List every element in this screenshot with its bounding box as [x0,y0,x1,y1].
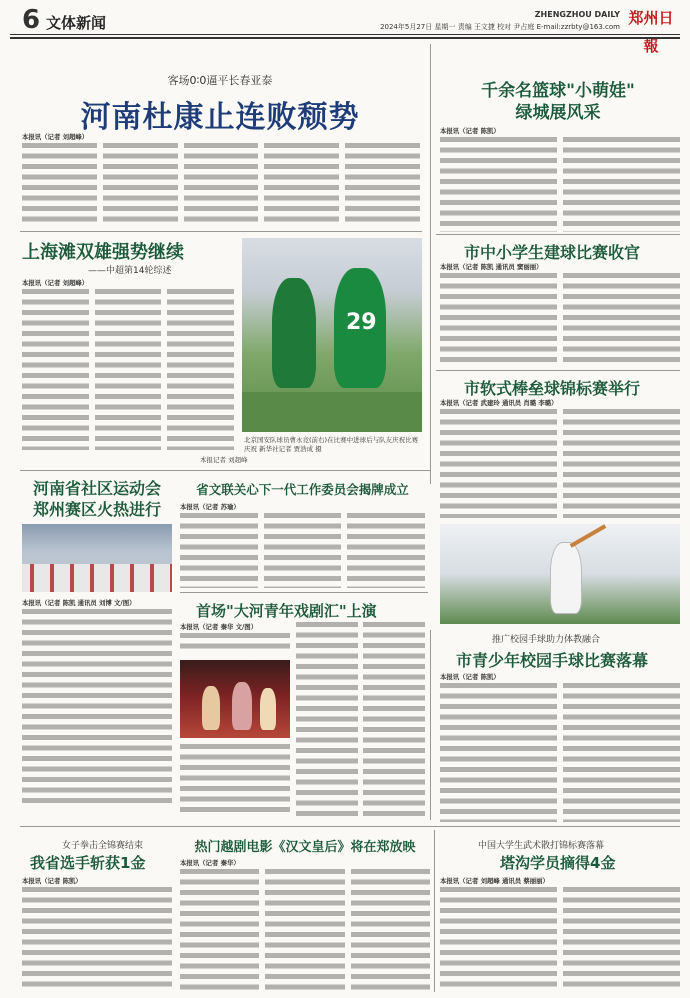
schoolball-byline: 本报讯（记者 陈凯 通讯员 窦丽丽） [440,263,543,271]
handball-headline: 市青少年校园手球比赛落幕 [456,651,649,670]
basketball-title-line1: 千余名篮球"小萌娃" [481,81,635,101]
wushu-kicker: 中国大学生武术散打锦标赛落幕 [478,841,605,851]
boxing-kicker: 女子拳击全锦赛结束 [62,841,144,851]
boxing-headline: 我省选手斩获1金 [30,854,146,872]
movie-columns [180,869,430,992]
handball-columns [440,683,680,822]
newspaper-logo: 郑州日報 [628,9,674,55]
federation-columns [180,513,425,588]
divider [180,592,428,593]
section-title: 文体新闻 [46,14,107,32]
soccer-caption-text: 北京国安队球员曹永竞(前右)在比赛中进球后与队友庆祝比赛庆祝 [244,436,419,453]
softball-photo [440,524,680,624]
lead-headline: 河南杜康止连败颓势 [80,100,360,135]
header-rule [10,34,680,35]
shanghai-headline: 上海滩双雄强势继续 [22,242,184,263]
jersey-number: 29 [346,310,377,335]
basketball-byline: 本报讯（记者 陈凯） [440,127,500,135]
schoolball-headline: 市中小学生建球比赛收官 [464,243,641,262]
basketball-title-line2: 绿城展风采 [515,103,601,123]
federation-byline: 本报讯（记者 苏瑜） [180,503,240,511]
boxing-byline: 本报讯（记者 陈凯） [22,877,82,885]
games-title-line1: 河南省社区运动会 [32,479,161,498]
softball-columns [440,409,680,518]
shanghai-byline: 本报讯（记者 刘超峰） [22,279,89,287]
drama-byline: 本报讯（记者 秦华 文/图） [180,623,258,631]
games-photo [22,524,172,592]
wushu-columns [440,887,680,992]
games-columns [22,609,172,808]
player-figure [272,278,316,388]
column-divider [434,830,435,992]
games-title-line2: 郑州赛区火热进行 [32,500,161,519]
column-divider [430,44,431,484]
issue-meta: 2024年5月27日 星期一 责编 王文捷 校对 尹占庭 E-mail:zzrbty@163.com [380,23,620,31]
header-rule-thick [10,37,680,39]
lead-columns [22,143,420,227]
drama-photo [180,660,290,738]
soccer-photo [242,238,422,432]
basketball-headline [438,80,678,124]
lead-kicker: 客场0∶0逼平长春亚泰 [167,74,273,87]
divider [20,231,422,232]
wushu-byline: 本报讯（记者 刘超峰 通讯员 蔡丽丽） [440,877,549,885]
schoolball-columns [440,273,680,366]
shanghai-subtitle: ——中超第14轮综述 [88,266,172,276]
drama-headline: 首场"大河青年戏剧汇"上演 [196,602,377,620]
page-number: 6 [22,5,41,35]
handball-byline: 本报讯（记者 陈凯） [440,673,500,681]
divider [436,370,680,371]
softball-byline: 本报讯（记者 武建玲 通讯员 肖璐 李璐） [440,399,558,407]
shanghai-columns [22,289,234,450]
basketball-columns [440,137,680,232]
soccer-credit: 新华社记者 贾浩成 摄 [259,445,322,453]
drama-columns [296,622,425,816]
bat-shape [570,524,607,547]
divider [436,234,680,235]
soccer-caption [244,436,424,454]
divider [20,826,680,827]
movie-byline: 本报讯（记者 秦华） [180,859,240,867]
wushu-headline: 塔沟学员摘得4金 [500,854,616,872]
lead-byline: 本报讯（记者 刘超峰） [22,133,89,141]
softball-headline: 市软式棒垒球锦标赛举行 [464,379,641,398]
games-headline [22,478,172,520]
handball-kicker: 推广校园手球助力体教融合 [492,635,601,645]
shanghai-author: 本报记者 刘超峰 [200,456,248,464]
movie-headline: 热门越剧电影《汉文皇后》将在郑放映 [194,840,416,855]
batter-figure [550,542,582,614]
federation-headline: 省文联关心下一代工作委员会揭牌成立 [196,482,409,497]
games-byline: 本报讯（记者 陈凯 通讯员 刘博 文/图） [22,599,136,607]
column-divider [430,630,431,820]
paper-english-name: ZHENGZHOU DAILY [534,10,620,19]
divider [20,470,430,471]
